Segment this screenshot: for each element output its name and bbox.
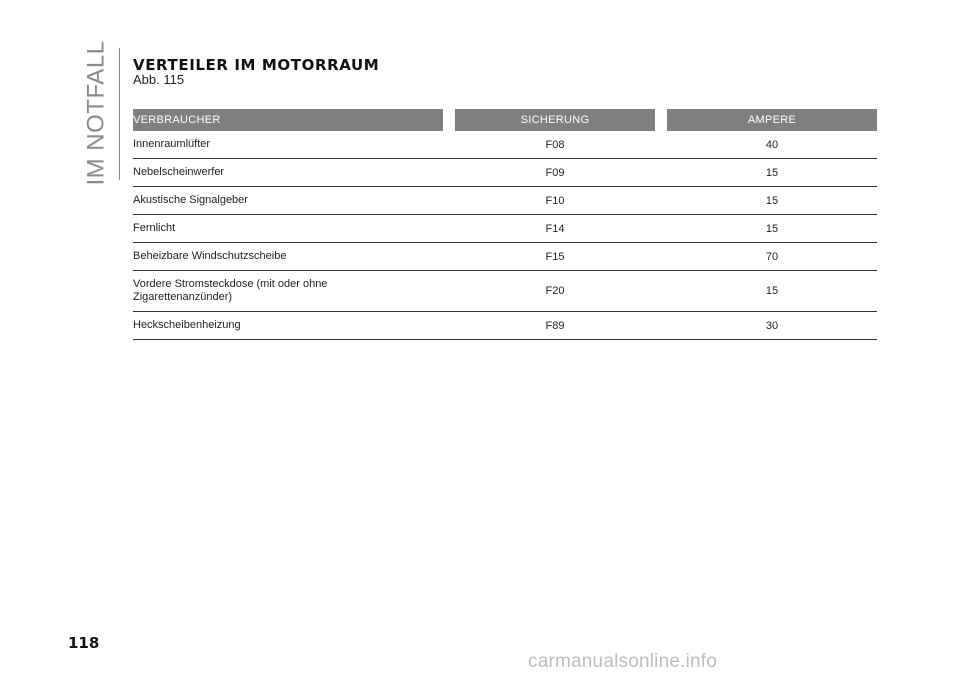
- ampere-cell: 40: [667, 131, 877, 159]
- section-side-title: [82, 40, 112, 186]
- page-title: VERTEILER IM MOTORRAUM: [133, 56, 380, 74]
- consumer-cell: Beheizbare Windschutzscheibe: [133, 243, 443, 271]
- fuse-cell: F89: [455, 312, 655, 340]
- fuse-cell: F09: [455, 159, 655, 187]
- fuse-cell: F08: [455, 131, 655, 159]
- table-row: [133, 159, 877, 187]
- watermark-text: carmanualsonline.info: [528, 651, 718, 672]
- table-header-row: [133, 109, 877, 131]
- column-header-consumer: VERBRAUCHER: [133, 109, 443, 131]
- consumer-cell: Nebelscheinwerfer: [133, 159, 443, 187]
- fuse-cell: F14: [455, 215, 655, 243]
- ampere-cell: 15: [667, 215, 877, 243]
- fuse-table: [133, 109, 877, 340]
- section-divider: [119, 48, 120, 180]
- ampere-cell: 30: [667, 312, 877, 340]
- consumer-cell: Innenraumlüfter: [133, 131, 443, 159]
- column-header-ampere: AMPERE: [667, 109, 877, 131]
- consumer-cell: Vordere Stromsteckdose (mit oder ohne Zigarettenanzünder): [133, 271, 443, 312]
- table-row: [133, 215, 877, 243]
- table-row: [133, 131, 877, 159]
- consumer-cell: Akustische Signalgeber: [133, 187, 443, 215]
- consumer-cell: Heckscheibenheizung: [133, 312, 443, 340]
- section-side-title-text: IM NOTFALL: [83, 40, 110, 186]
- fuse-cell: F15: [455, 243, 655, 271]
- table-row: [133, 312, 877, 340]
- table-row: [133, 243, 877, 271]
- table-row: [133, 187, 877, 215]
- ampere-cell: 70: [667, 243, 877, 271]
- fuse-cell: F10: [455, 187, 655, 215]
- ampere-cell: 15: [667, 271, 877, 312]
- fuse-cell: F20: [455, 271, 655, 312]
- page-number: 118: [68, 634, 100, 652]
- table-row: [133, 271, 877, 312]
- consumer-cell: Fernlicht: [133, 215, 443, 243]
- column-header-fuse: SICHERUNG: [455, 109, 655, 131]
- ampere-cell: 15: [667, 159, 877, 187]
- figure-reference: Abb. 115: [133, 72, 185, 87]
- ampere-cell: 15: [667, 187, 877, 215]
